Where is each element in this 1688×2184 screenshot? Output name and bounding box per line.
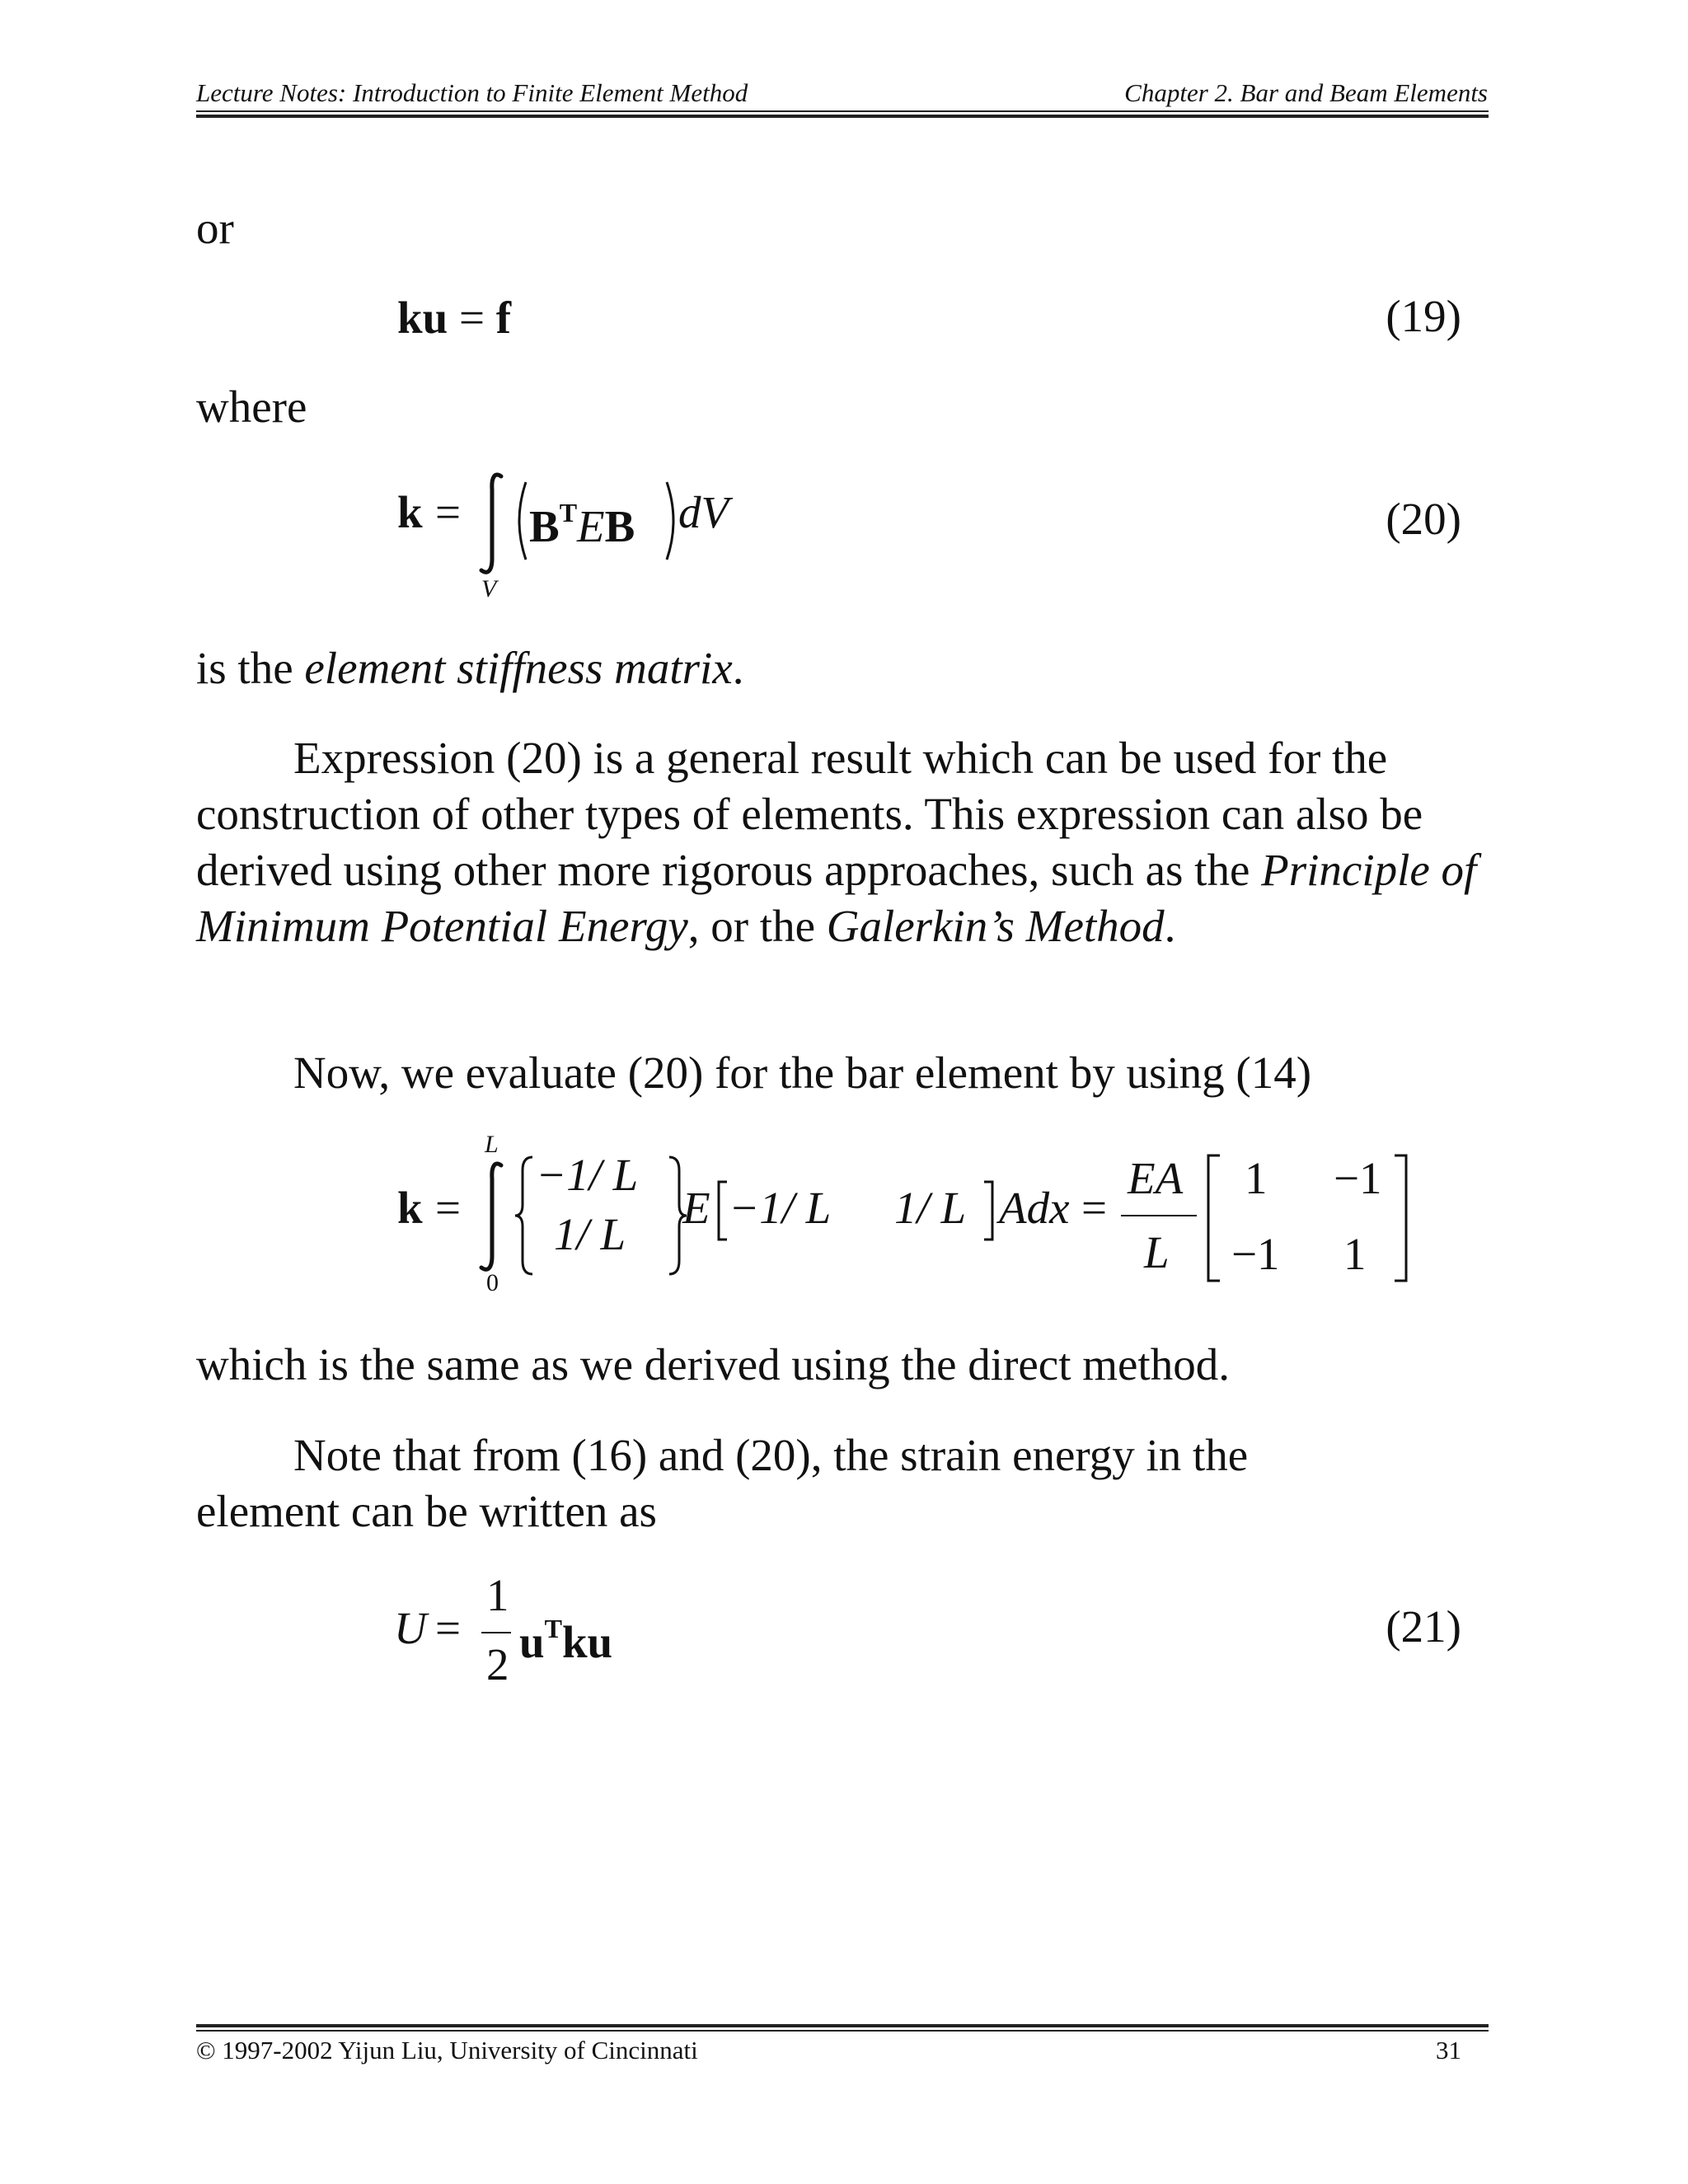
term-element-stiffness-matrix: element stiffness matrix bbox=[304, 643, 733, 693]
eq20-domain-V: V bbox=[481, 575, 497, 602]
matrix-m12: −1 bbox=[1334, 1153, 1382, 1203]
column-vector-bottom: 1/ L bbox=[554, 1209, 626, 1259]
term-galerkins-method: Galerkin’s Method bbox=[826, 901, 1165, 951]
equation-21 bbox=[387, 1566, 717, 1698]
paragraph-same-as-direct: which is the same as we derived using the direct method. bbox=[196, 1339, 1230, 1390]
eq21-equals: = bbox=[435, 1603, 462, 1653]
eqbar-equals-2: = bbox=[1081, 1183, 1108, 1233]
equation-20 bbox=[387, 470, 799, 602]
eqbar-upper-limit: L bbox=[485, 1131, 499, 1158]
footer-page-number: 31 bbox=[1436, 2036, 1461, 2064]
column-vector-top: −1/ L bbox=[536, 1150, 639, 1200]
eq21-u: u bbox=[519, 1617, 545, 1667]
eq19-ku: ku bbox=[397, 293, 448, 343]
eqbar-k: k bbox=[397, 1183, 423, 1233]
eq20-dV: dV bbox=[678, 487, 729, 537]
fraction-bar bbox=[1121, 1215, 1197, 1216]
matrix-m11: 1 bbox=[1245, 1153, 1268, 1203]
paragraph-now-evaluate: Now, we evaluate (20) for the bar element by using (14) bbox=[293, 1047, 1312, 1098]
para1-or-the: , or the bbox=[687, 901, 827, 951]
row-bracket-left bbox=[715, 1180, 729, 1241]
integral-sign bbox=[476, 470, 509, 577]
matrix-bracket-right bbox=[1391, 1154, 1409, 1282]
eq21-term bbox=[519, 1601, 612, 1671]
row-vector-a: −1/ L bbox=[729, 1183, 832, 1233]
eq20-B2: B bbox=[604, 501, 635, 551]
equation-19 bbox=[397, 290, 511, 346]
integral-sign-bar bbox=[476, 1159, 509, 1274]
matrix-bracket-left bbox=[1205, 1154, 1223, 1282]
header-left: Lecture Notes: Introduction to Finite Element Method bbox=[196, 78, 748, 107]
eq20-equals: = bbox=[435, 487, 462, 537]
fraction-numerator-EA: EA bbox=[1128, 1153, 1184, 1203]
eqbar-lower-limit: 0 bbox=[486, 1269, 499, 1296]
eq21-T: T bbox=[544, 1614, 562, 1643]
footer-rule-thick bbox=[196, 2024, 1489, 2027]
row-vector-b: 1/ L bbox=[894, 1183, 967, 1233]
is-the: is the bbox=[196, 643, 305, 693]
eqbar-equals: = bbox=[435, 1183, 462, 1233]
header-rule-thick bbox=[196, 115, 1489, 118]
para1-end: . bbox=[1164, 901, 1176, 951]
eq20-integrand bbox=[529, 485, 635, 555]
footer-rule-thin bbox=[196, 2030, 1489, 2032]
eq19-equals: = bbox=[448, 293, 496, 343]
eq19-f: f bbox=[495, 293, 512, 343]
matrix-m22: 1 bbox=[1343, 1229, 1367, 1279]
eq21-ku: ku bbox=[561, 1617, 613, 1667]
text-or: or bbox=[196, 203, 234, 253]
eqbar-E: E bbox=[682, 1183, 710, 1233]
header-rule-thin bbox=[196, 110, 1489, 112]
equation-number-21: (21) bbox=[1386, 1601, 1461, 1652]
left-paren bbox=[511, 480, 529, 562]
stiffness-sentence bbox=[196, 640, 744, 696]
period: . bbox=[732, 643, 744, 693]
fraction-denominator-L: L bbox=[1144, 1227, 1170, 1277]
eq21-U: U bbox=[394, 1603, 427, 1653]
eq21-denominator: 2 bbox=[486, 1639, 509, 1690]
footer-copyright: © 1997-2002 Yijun Liu, University of Cincinnati bbox=[196, 2036, 698, 2064]
eq20-k: k bbox=[397, 487, 423, 537]
header-right: Chapter 2. Bar and Beam Elements bbox=[1124, 78, 1488, 107]
equation-number-20: (20) bbox=[1386, 494, 1461, 544]
eq21-numerator: 1 bbox=[486, 1570, 509, 1620]
eq20-B: B bbox=[529, 501, 560, 551]
eq20-T: T bbox=[559, 498, 578, 527]
text-where: where bbox=[196, 382, 307, 432]
matrix-m21: −1 bbox=[1231, 1229, 1280, 1279]
equation-bar-stiffness bbox=[387, 1131, 1418, 1301]
eq20-E: E bbox=[577, 501, 605, 551]
equation-number-19: (19) bbox=[1386, 291, 1461, 341]
para1-text: Expression (20) is a general result which can be used for the construction of other types of elements. This expression can also be derived using other more rigorous approaches, such as the bbox=[196, 733, 1423, 895]
paragraph-strain-energy: Note that from (16) and (20), the strain energy in the element can be written as bbox=[196, 1430, 1249, 1536]
eqbar-Adx: Adx bbox=[999, 1183, 1070, 1233]
eq21-fraction-bar bbox=[481, 1632, 511, 1633]
term-minimum-potential-energy: Principle of Minimum Potential Energy bbox=[196, 845, 1477, 951]
paragraph-expression-20 bbox=[196, 730, 1490, 954]
row-bracket-right bbox=[982, 1180, 996, 1241]
left-brace bbox=[513, 1154, 536, 1277]
